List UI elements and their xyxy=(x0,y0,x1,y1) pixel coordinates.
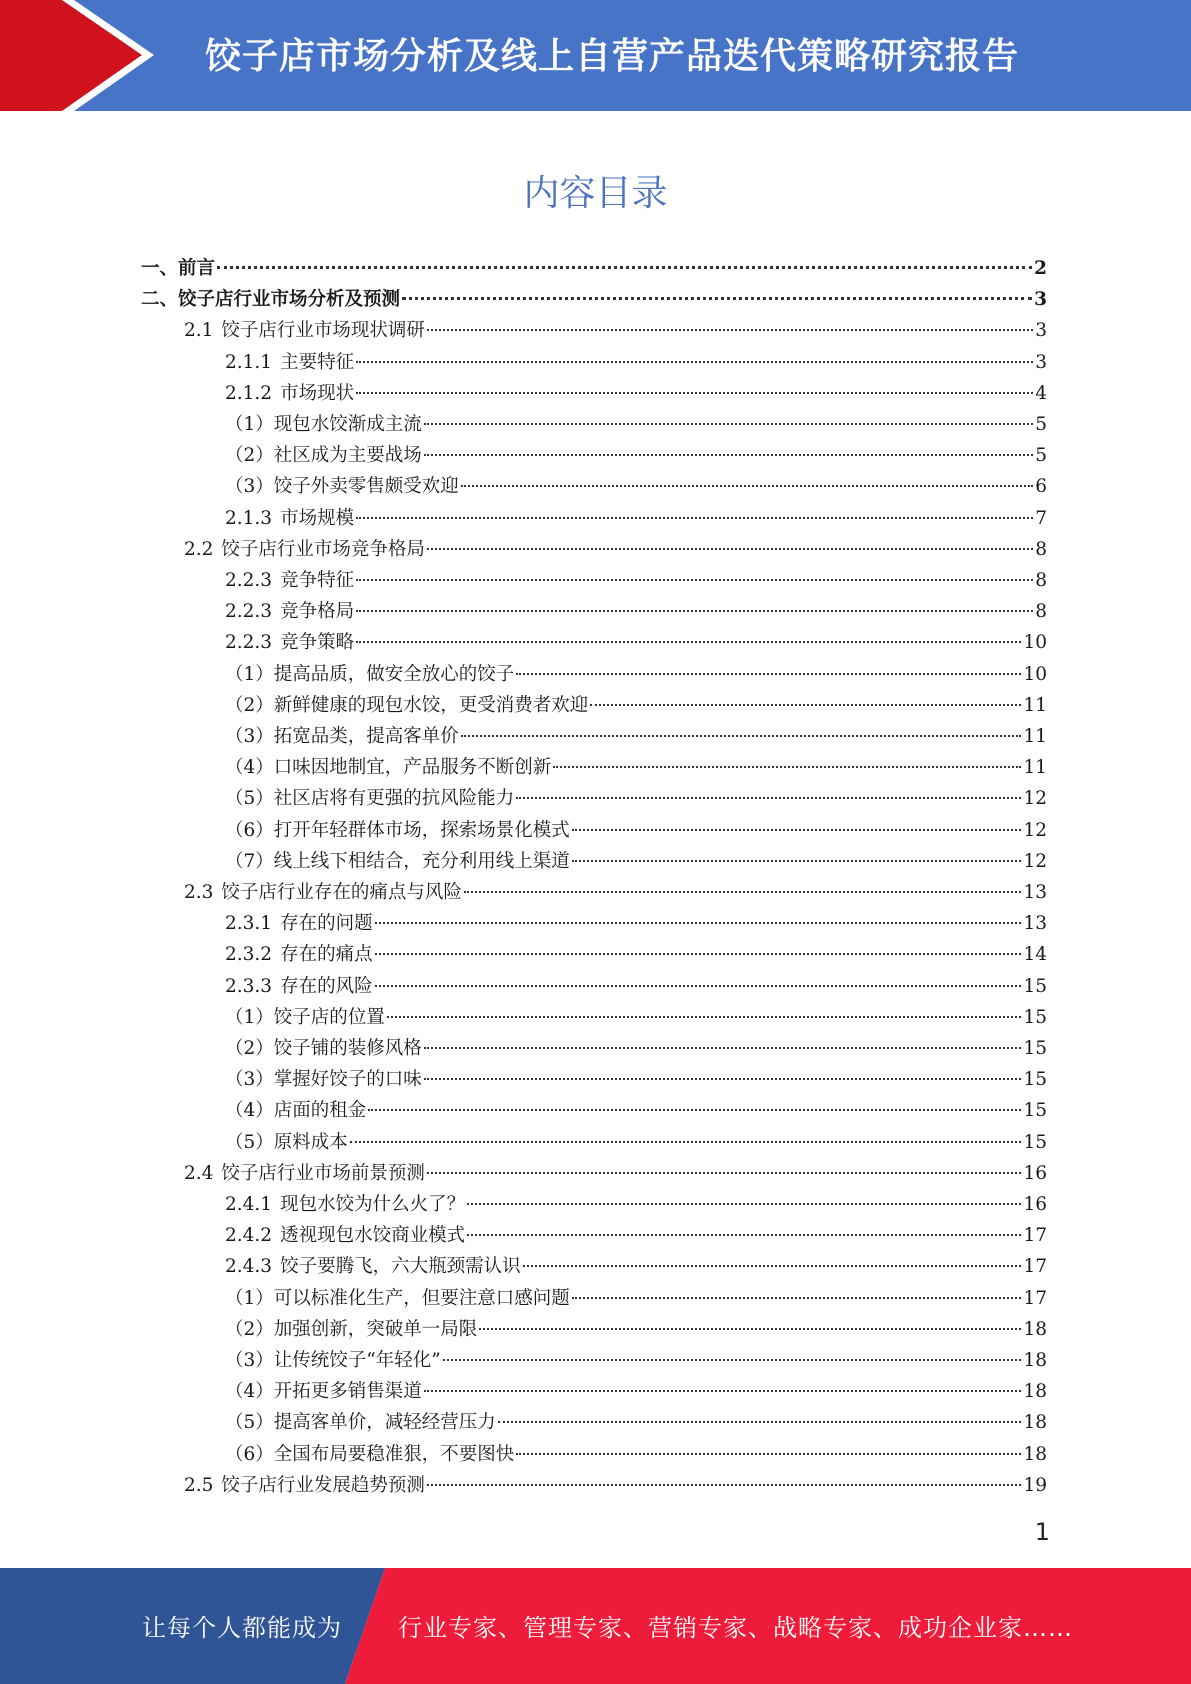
toc-entry-number: 2.3.2 xyxy=(225,944,273,966)
toc-leader-dots xyxy=(427,1484,1022,1486)
toc-leader-dots xyxy=(424,454,1033,456)
toc-entry-title: 竞争特征 xyxy=(280,570,355,591)
toc-entry[interactable] xyxy=(225,471,1047,502)
toc-entry[interactable] xyxy=(225,1314,1047,1345)
toc-leader-dots xyxy=(387,1016,1022,1018)
toc-entry[interactable] xyxy=(225,752,1047,783)
toc-entry-number: 2.3.3 xyxy=(225,975,273,997)
toc-entry-number: 2.1.2 xyxy=(225,382,273,404)
toc-entry-page: 15 xyxy=(1023,1038,1047,1059)
toc-entry-title: （1）现包水饺渐成主流 xyxy=(225,414,422,435)
toc-leader-dots xyxy=(590,704,1021,706)
toc-entry-number: 2.3.1 xyxy=(225,913,273,935)
toc-entry-number: 2.5 xyxy=(184,1474,214,1496)
toc-leader-dots xyxy=(461,735,1022,737)
toc-entry[interactable] xyxy=(225,378,1047,409)
toc-entry-title: （7）线上线下相结合，充分利用线上渠道 xyxy=(225,850,570,872)
toc-entry-title: 竞争策略 xyxy=(280,632,355,654)
toc-leader-dots xyxy=(461,485,1033,487)
toc-entry-title: （5）提高客单价，减轻经营压力 xyxy=(225,1412,496,1434)
toc-leader-dots xyxy=(424,1390,1022,1392)
toc-leader-dots xyxy=(217,266,1032,269)
toc-entry-title: 饺子要腾飞，六大瓶颈需认识 xyxy=(280,1256,521,1278)
toc-entry[interactable] xyxy=(225,1407,1047,1438)
toc-entry-page: 18 xyxy=(1023,1318,1047,1340)
toc-entry-title: （3）让传统饺子“年轻化” xyxy=(225,1350,441,1371)
toc-entry-page: 17 xyxy=(1023,1225,1047,1247)
toc-leader-dots xyxy=(356,392,1033,394)
toc-entry-title: （2）饺子铺的装修风格 xyxy=(225,1038,422,1059)
toc-entry-page: 15 xyxy=(1023,975,1047,997)
toc-entry-title: 二、饺子店行业市场分析及预测 xyxy=(141,289,401,311)
toc-entry-title: （4）店面的租金 xyxy=(225,1100,367,1122)
toc-entry-title: 饺子店行业发展趋势预测 xyxy=(221,1474,425,1496)
report-title: 饺子店市场分析及线上自营产品迭代策略研究报告 xyxy=(205,36,1020,77)
toc-entry[interactable] xyxy=(225,783,1047,814)
toc-entry-number: 2.2.3 xyxy=(225,570,273,591)
toc-entry[interactable] xyxy=(225,1064,1047,1095)
footer-slogan-right: 行业专家、管理专家、营销专家、战略专家、成功企业家…… xyxy=(398,1614,1073,1642)
toc-entry-number: 2.3 xyxy=(184,882,214,903)
page-header xyxy=(0,0,1191,111)
toc-entry-title: （1）饺子店的位置 xyxy=(225,1006,385,1028)
toc-entry[interactable] xyxy=(225,1095,1047,1126)
toc-leader-dots xyxy=(375,985,1022,987)
toc-entry-page: 11 xyxy=(1023,726,1047,747)
toc-entry[interactable] xyxy=(225,939,1047,970)
toc-leader-dots xyxy=(467,1203,1021,1205)
toc-entry-page: 17 xyxy=(1023,1256,1047,1278)
toc-entry-title: （3）拓宽品类，提高客单价 xyxy=(225,726,459,747)
toc-entry-page: 14 xyxy=(1023,944,1047,966)
toc-entry-page: 2 xyxy=(1034,258,1047,279)
toc-entry-page: 8 xyxy=(1035,538,1047,560)
toc-entry-number: 2.1 xyxy=(184,320,214,342)
toc-leader-dots xyxy=(375,953,1022,955)
toc-entry-page: 3 xyxy=(1035,320,1047,342)
toc-entry-title: （5）原料成本 xyxy=(225,1131,348,1153)
toc-entry-page: 13 xyxy=(1023,882,1047,903)
toc-entry-title: 透视现包水饺商业模式 xyxy=(280,1225,466,1247)
toc-entry[interactable] xyxy=(184,1470,1047,1501)
toc-entry-number: 2.1.3 xyxy=(225,507,273,529)
toc-entry-page: 16 xyxy=(1023,1194,1047,1215)
toc-leader-dots xyxy=(516,797,1021,799)
toc-entry-page: 18 xyxy=(1023,1412,1047,1434)
toc-leader-dots xyxy=(424,423,1033,425)
toc-entry-page: 5 xyxy=(1035,414,1047,435)
toc-leader-dots xyxy=(356,579,1033,581)
toc-entry-title: （4）开拓更多销售渠道 xyxy=(225,1381,422,1403)
toc-entry[interactable] xyxy=(225,815,1047,846)
toc-entry-page: 12 xyxy=(1023,788,1047,810)
toc-entry-title: 市场现状 xyxy=(280,382,355,404)
toc-entry-title: 存在的痛点 xyxy=(280,944,373,966)
toc-entry[interactable] xyxy=(225,971,1047,1002)
toc-leader-dots xyxy=(516,673,1021,675)
toc-entry-title: （6）打开年轻群体市场，探索场景化模式 xyxy=(225,819,570,841)
toc-entry[interactable] xyxy=(225,1220,1047,1251)
toc-entry[interactable] xyxy=(225,1251,1047,1282)
toc-entry-page: 7 xyxy=(1035,507,1047,529)
toc-entry[interactable] xyxy=(184,877,1047,908)
toc-entry-page: 10 xyxy=(1023,663,1047,685)
toc-leader-dots xyxy=(553,766,1021,768)
toc-entry-page: 8 xyxy=(1035,570,1047,591)
toc-entry[interactable] xyxy=(225,565,1047,596)
toc-leader-dots xyxy=(424,1078,1022,1080)
toc-entry-number: 2.2.3 xyxy=(225,632,273,654)
toc-entry-title: （1）提高品质，做安全放心的饺子 xyxy=(225,663,515,685)
toc-entry-title: 存在的问题 xyxy=(280,913,373,935)
toc-entry[interactable] xyxy=(225,690,1047,721)
toc-entry-page: 15 xyxy=(1023,1006,1047,1028)
toc-entry-page: 3 xyxy=(1034,289,1047,311)
toc-leader-dots xyxy=(427,1172,1022,1174)
toc-entry[interactable] xyxy=(141,253,1047,284)
toc-entry[interactable] xyxy=(225,846,1047,877)
toc-entry[interactable] xyxy=(225,1439,1047,1470)
toc-leader-dots xyxy=(427,548,1033,550)
toc-entry[interactable] xyxy=(225,908,1047,939)
toc-entry[interactable] xyxy=(184,315,1047,346)
toc-leader-dots xyxy=(467,1234,1021,1236)
toc-entry-number: 2.1.1 xyxy=(225,351,273,373)
toc-entry[interactable] xyxy=(225,347,1047,378)
toc-leader-dots xyxy=(498,1421,1022,1423)
toc-entry[interactable] xyxy=(225,1002,1047,1033)
toc-entry[interactable] xyxy=(225,1376,1047,1407)
toc-entry-page: 4 xyxy=(1035,382,1047,404)
toc-entry-page: 19 xyxy=(1023,1474,1047,1496)
toc-entry-page: 15 xyxy=(1023,1069,1047,1091)
toc-leader-dots xyxy=(356,517,1033,519)
toc-entry-title: （5）社区店将有更强的抗风险能力 xyxy=(225,788,515,810)
toc-entry[interactable] xyxy=(225,1189,1047,1220)
toc-entry[interactable] xyxy=(225,659,1047,690)
toc-entry-number: 2.4.1 xyxy=(225,1194,273,1215)
toc-entry[interactable] xyxy=(225,1283,1047,1314)
toc-leader-dots xyxy=(424,1047,1022,1049)
toc-entry-page: 17 xyxy=(1023,1287,1047,1309)
toc-leader-dots xyxy=(356,641,1021,643)
toc-entry-title: 饺子店行业市场前景预测 xyxy=(221,1162,425,1184)
toc-entry[interactable] xyxy=(225,409,1047,440)
toc-entry[interactable] xyxy=(225,596,1047,627)
toc-entry-page: 13 xyxy=(1023,913,1047,935)
toc-entry-title: （3）饺子外卖零售颇受欢迎 xyxy=(225,476,459,498)
toc-entry-page: 10 xyxy=(1023,632,1047,654)
toc-leader-dots xyxy=(572,1297,1022,1299)
toc-entry-number: 2.4.2 xyxy=(225,1225,273,1247)
toc-entry-page: 18 xyxy=(1023,1443,1047,1465)
toc-leader-dots xyxy=(375,922,1022,924)
toc-entry[interactable] xyxy=(225,1127,1047,1158)
toc-entry-title: （2）社区成为主要战场 xyxy=(225,445,422,467)
page-footer xyxy=(0,1568,1191,1684)
toc-leader-dots xyxy=(402,297,1032,300)
toc-entry-title: 现包水饺为什么火了？ xyxy=(280,1194,466,1215)
toc-entry-title: 饺子店行业市场竞争格局 xyxy=(221,538,425,560)
page-number: 1 xyxy=(1034,1518,1050,1546)
toc-entry-title: 饺子店行业存在的痛点与风险 xyxy=(221,882,462,903)
toc-entry-page: 8 xyxy=(1035,601,1047,623)
toc-leader-dots xyxy=(572,860,1022,862)
toc-leader-dots xyxy=(356,610,1033,612)
toc-leader-dots xyxy=(443,1359,1022,1361)
toc-entry-title: 存在的风险 xyxy=(280,975,373,997)
toc-entry-title: （2）加强创新，突破单一局限 xyxy=(225,1318,478,1340)
toc-entry-title: （4）口味因地制宜，产品服务不断创新 xyxy=(225,757,552,779)
toc-entry-number: 2.4.3 xyxy=(225,1256,273,1278)
toc-leader-dots xyxy=(523,1265,1022,1267)
toc-entry[interactable] xyxy=(184,534,1047,565)
toc-entry[interactable] xyxy=(225,1345,1047,1376)
toc-entry-title: （1）可以标准化生产，但要注意口感问题 xyxy=(225,1287,570,1309)
toc-leader-dots xyxy=(572,829,1022,831)
toc-entry-title: （3）掌握好饺子的口味 xyxy=(225,1069,422,1091)
toc-heading: 内容目录 xyxy=(523,173,668,214)
toc-entry-page: 18 xyxy=(1023,1350,1047,1371)
toc-entry-page: 12 xyxy=(1023,850,1047,872)
toc-entry-page: 6 xyxy=(1035,476,1047,498)
footer-slogan-left: 让每个人都能成为 xyxy=(142,1614,342,1642)
toc-entry[interactable] xyxy=(225,503,1047,534)
toc-entry[interactable] xyxy=(225,440,1047,471)
toc-leader-dots xyxy=(479,1328,1021,1330)
toc-entry[interactable] xyxy=(225,627,1047,658)
toc-entry-page: 16 xyxy=(1023,1162,1047,1184)
toc-entry-number: 2.2 xyxy=(184,538,214,560)
toc-entry-page: 11 xyxy=(1023,694,1047,716)
toc-leader-dots xyxy=(350,1141,1022,1143)
toc-entry-page: 11 xyxy=(1023,757,1047,779)
toc-entry-title: 市场规模 xyxy=(280,507,355,529)
toc-entry-page: 12 xyxy=(1023,819,1047,841)
toc-leader-dots xyxy=(368,1109,1021,1111)
toc-entry-title: 一、前言 xyxy=(141,258,216,279)
toc-entry-page: 3 xyxy=(1035,351,1047,373)
toc-leader-dots xyxy=(464,891,1022,893)
toc-entry-page: 5 xyxy=(1035,445,1047,467)
toc-entry-title: 饺子店行业市场现状调研 xyxy=(221,320,425,342)
toc-leader-dots xyxy=(356,361,1033,363)
toc-leader-dots xyxy=(427,329,1033,331)
toc-entry[interactable] xyxy=(225,1033,1047,1064)
toc-entry-page: 18 xyxy=(1023,1381,1047,1403)
toc-entry-title: 主要特征 xyxy=(280,351,355,373)
toc-entry[interactable] xyxy=(141,284,1047,315)
toc-entry-number: 2.4 xyxy=(184,1162,214,1184)
toc-entry-page: 15 xyxy=(1023,1131,1047,1153)
toc-entry[interactable] xyxy=(225,721,1047,752)
toc-leader-dots xyxy=(516,1453,1021,1455)
toc-entry-title: （2）新鲜健康的现包水饺，更受消费者欢迎 xyxy=(225,694,589,716)
toc-entry-page: 15 xyxy=(1023,1100,1047,1122)
toc-entry-title: 竞争格局 xyxy=(280,601,355,623)
toc-entry[interactable] xyxy=(184,1158,1047,1189)
toc-entry-number: 2.2.3 xyxy=(225,601,273,623)
toc-entry-title: （6）全国布局要稳准狠，不要图快 xyxy=(225,1443,515,1465)
